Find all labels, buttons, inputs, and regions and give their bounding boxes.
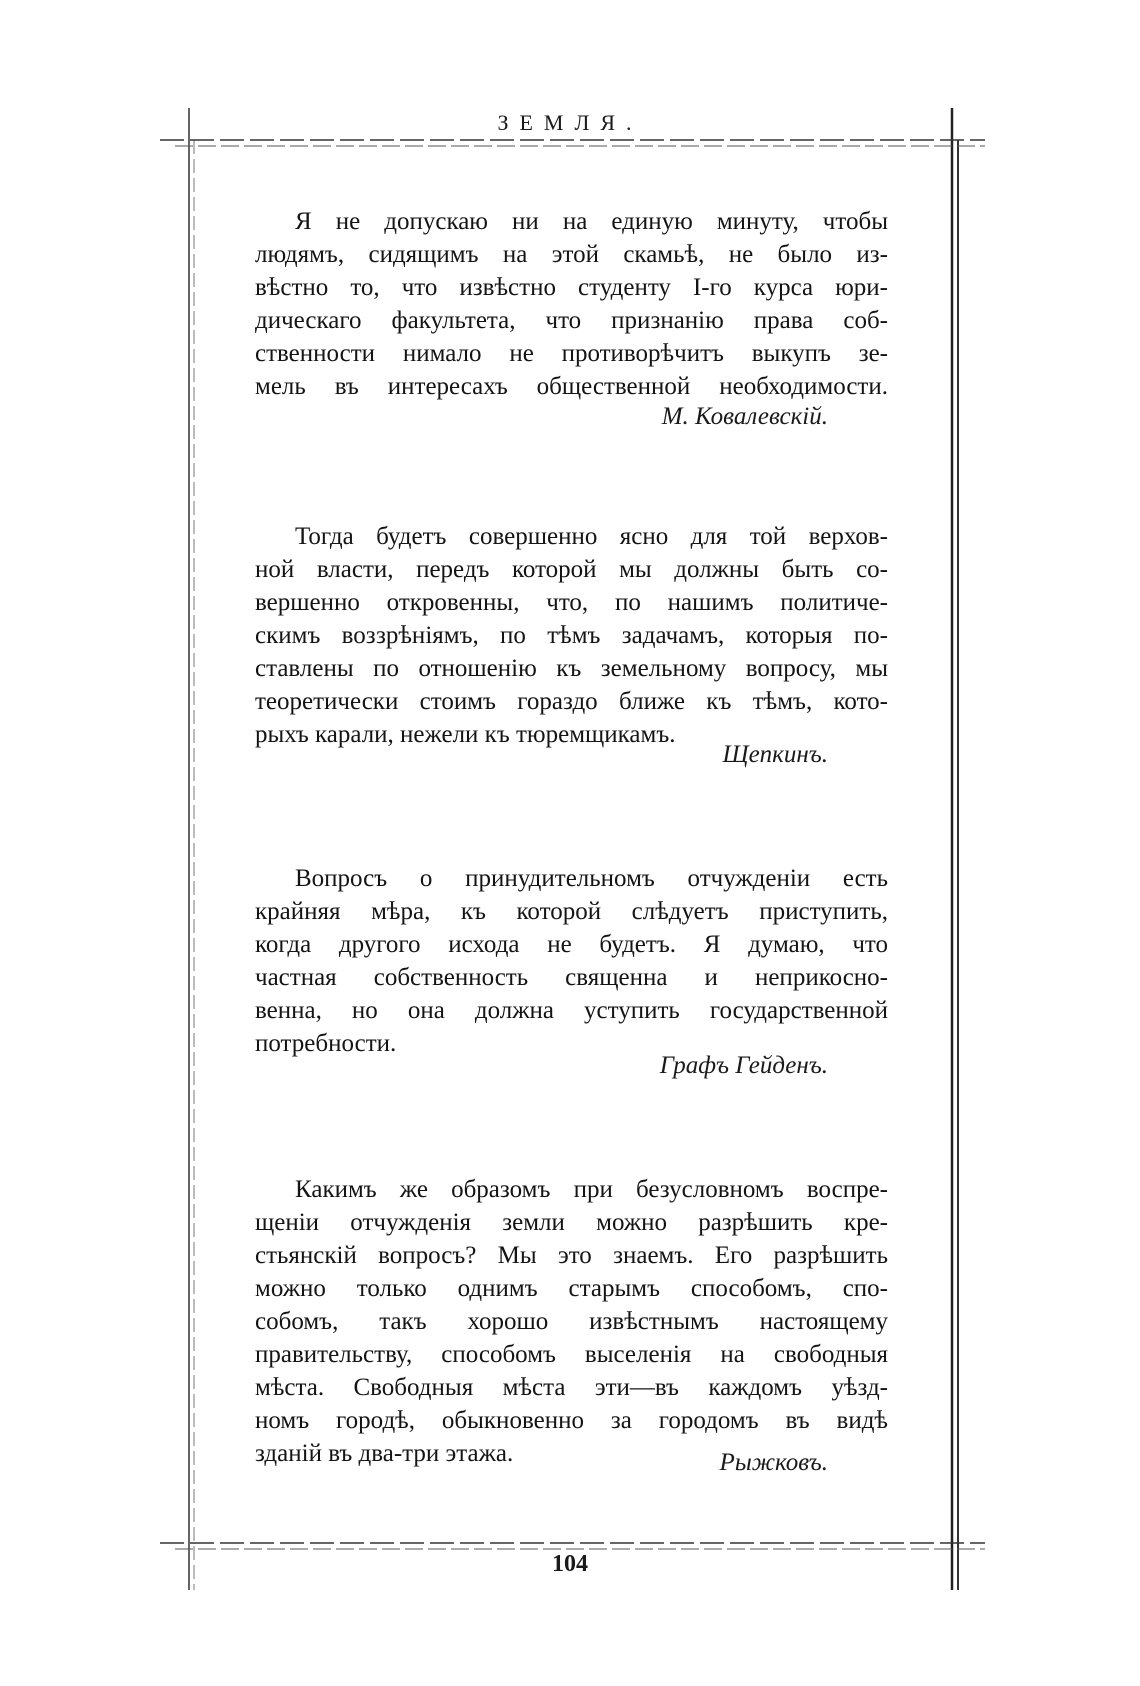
- quote-line: Тогда будетъ совершенно ясно для той верхов-: [295, 523, 888, 550]
- quote-line: номъ городѣ, обыкновенно за городомъ въ видѣ: [255, 1407, 888, 1434]
- quote-author-4: Рыжковъ.: [719, 1449, 828, 1476]
- quote-line: собомъ, такъ хорошо извѣстнымъ настоящему: [255, 1308, 888, 1335]
- quote-line: мѣста. Свободныя мѣста эти—въ каждомъ уѣзд-: [255, 1374, 888, 1401]
- quote-author-1: М. Ковалевскій.: [661, 403, 828, 430]
- quote-block-3: [255, 862, 888, 1060]
- quote-line: скимъ воззрѣніямъ, по тѣмъ задачамъ, которыя по-: [255, 622, 888, 649]
- quote-line: Какимъ же образомъ при безусловномъ воспре-: [295, 1176, 888, 1203]
- quote-line: мель въ интересахъ общественной необходимости.: [255, 373, 888, 400]
- quote-line: Я не допускаю ни на единую минуту, чтобы: [295, 208, 888, 235]
- quote-line: потребности.: [255, 1030, 397, 1057]
- quote-line: стьянскій вопросъ? Мы это знаемъ. Его разрѣшить: [255, 1242, 888, 1269]
- quote-block-1: [255, 205, 888, 403]
- quote-line: ной власти, передъ которой мы должны быть со-: [255, 556, 888, 583]
- page-number: 104: [552, 1551, 588, 1577]
- running-header: ЗЕМЛЯ.: [497, 110, 643, 135]
- quote-line: ственности нимало не противорѣчитъ выкупъ зе-: [255, 340, 888, 367]
- quote-line: можно только однимъ старымъ способомъ, спо-: [255, 1275, 888, 1302]
- quote-line: зданій въ два-три этажа.: [255, 1440, 514, 1467]
- quote-block-4: [255, 1173, 888, 1470]
- quote-line: правительству, способомъ выселенія на свободныя: [255, 1341, 888, 1368]
- quote-line: вершенно откровенны, что, по нашимъ политиче-: [255, 589, 888, 616]
- quote-line: ставлены по отношенію къ земельному вопросу, мы: [255, 655, 888, 682]
- quote-line: частная собственность священна и неприкосно-: [255, 964, 888, 991]
- quote-line: вѣстно то, что извѣстно студенту I-го курса юри-: [255, 274, 888, 301]
- quote-line: крайняя мѣра, къ которой слѣдуетъ приступить,: [255, 898, 888, 925]
- quote-line: рыхъ карали, нежели къ тюремщикамъ.: [255, 721, 676, 748]
- quote-author-2: Щепкинъ.: [722, 741, 828, 768]
- quote-line: щеніи отчужденія земли можно разрѣшить кре-: [255, 1209, 888, 1236]
- quote-line: когда другого исхода не будетъ. Я думаю, что: [255, 931, 888, 958]
- quote-line: людямъ, сидящимъ на этой скамьѣ, не было из-: [255, 241, 888, 268]
- quote-block-2: [255, 520, 888, 751]
- quote-line: венна, но она должна уступить государственной: [255, 997, 888, 1024]
- quote-line: теоретически стоимъ гораздо ближе къ тѣмъ, кото-: [255, 688, 888, 715]
- quote-author-3: Графъ Гейденъ.: [659, 1052, 828, 1079]
- quote-line: Вопросъ о принудительномъ отчужденіи есть: [295, 865, 888, 892]
- quote-line: дическаго факультета, что признанію права соб-: [255, 307, 888, 334]
